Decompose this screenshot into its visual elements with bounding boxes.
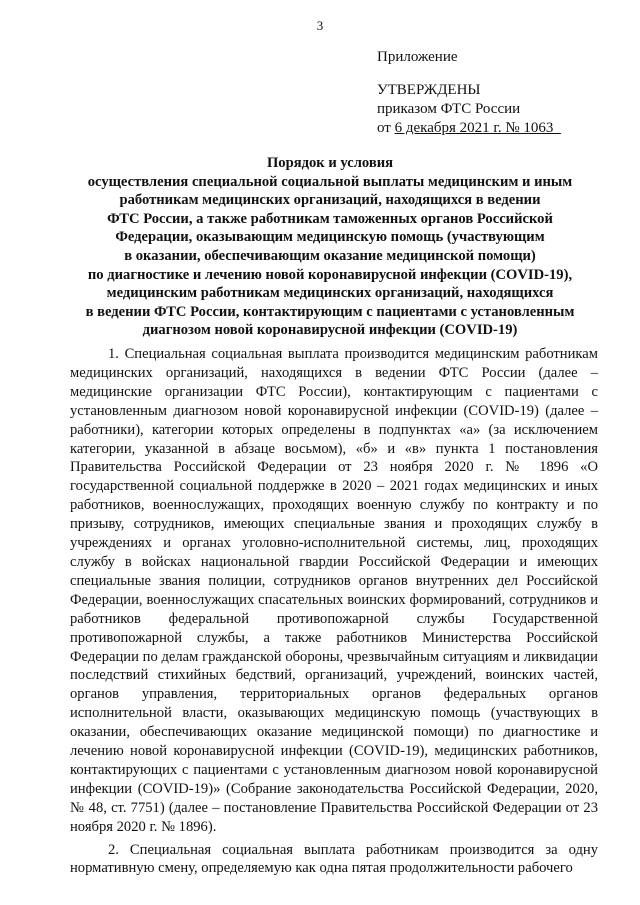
appendix-label: Приложение <box>377 49 458 65</box>
approval-block <box>377 48 617 138</box>
title-line: в ведении ФТС России, контактирующим с пациентами с установленным <box>85 303 575 320</box>
approved-label: УТВЕРЖДЕНЫ <box>377 82 481 98</box>
approval-spacer <box>377 67 617 81</box>
paragraph-2: 2. Специальная социальная выплата работникам производится за одну нормативную смену, определяемую как одна пятая продолжительности рабочего <box>70 841 598 877</box>
number-prefix: № <box>501 120 524 136</box>
number-underline-tail <box>553 120 561 136</box>
order-date-line <box>377 119 617 138</box>
title-line: медицинским работникам медицинских организаций, находящихся <box>106 285 554 302</box>
page-number: 3 <box>316 18 324 33</box>
title-line: работникам медицинских организаций, находящихся в ведении <box>119 192 541 209</box>
order-date: 6 декабря 2021 г. <box>394 120 502 136</box>
title-line: осуществления специальной социальной выплаты медицинским и иным <box>87 173 573 190</box>
title-line: Порядок и условия <box>266 155 394 171</box>
title-line: по диагностике и лечению новой коронавирусной инфекции (COVID-19), <box>87 266 573 283</box>
order-line: приказом ФТС России <box>377 101 521 117</box>
paragraph-1: 1. Специальная социальная выплата производится медицинским работникам медицинских организаций, находящихся в ведении ФТС России (далее – медицинские организации ФТС России), контактирующим с пациентами с установленным диагнозом новой коронавирусной инфекции (COVID-19) (далее – работники), категории которых определены в подпунктах «а» (за исключением категории, указанной в абзаце восьмом), «б» и «в» пункта 1 постановления Правительства Российской Федерации от 23 ноября 2020 г. № 1896 «О государственной социальной поддержке в 2020 – 2021 годах медицинских и иных работников, военнослужащих, проходящих военную службу по контракту и по призыву, сотрудников, имеющих специальные звания и проходящих службу в учреждениях и органах уголовно-исполнительной системы, лиц, проходящих службу в войсках национальной гвардии Российской Федерации и имеющих специальные звания полиции, сотрудников органов внутренних дел Российской Федерации, военнослужащих спасательных воинских формирований, сотрудников и работников федеральной противопожарной службы Государственной противопожарной службы, а также работников Министерства Российской Федерации по делам гражданской обороны, чрезвычайным ситуациям и ликвидации последствий стихийных бедствий, организаций, учреждений, воинских частей, органов управления, территориальных органов федеральных органов исполнительной власти, оказывающих медицинскую помощь (участвующих в оказании, обеспечивающих оказание медицинской помощи) по диагностике и лечению новой коронавирусной инфекции (COVID-19), медицинских работников, контактирующих с пациентами с установленным диагнозом новой коронавирусной инфекции (COVID-19)» (Собрание законодательства Российской Федерации, 2020, № 48, ст. 7751) (далее – постановление Правительства Российской Федерации от 23 ноября 2020 г. № 1896). <box>70 346 598 835</box>
document-body <box>70 345 598 878</box>
title-line: в оказании, обеспечивающим оказание медицинской помощи) <box>124 247 536 264</box>
document-title <box>60 154 600 340</box>
title-line: Федерации, оказывающим медицинскую помощь (участвующим <box>115 229 545 246</box>
title-line: диагнозом новой коронавирусной инфекции (COVID-19) <box>142 322 518 339</box>
order-number: 1063 <box>523 120 554 136</box>
title-line: ФТС России, а также работникам таможенных органов Российской <box>107 210 553 227</box>
date-prefix: от <box>377 120 395 136</box>
